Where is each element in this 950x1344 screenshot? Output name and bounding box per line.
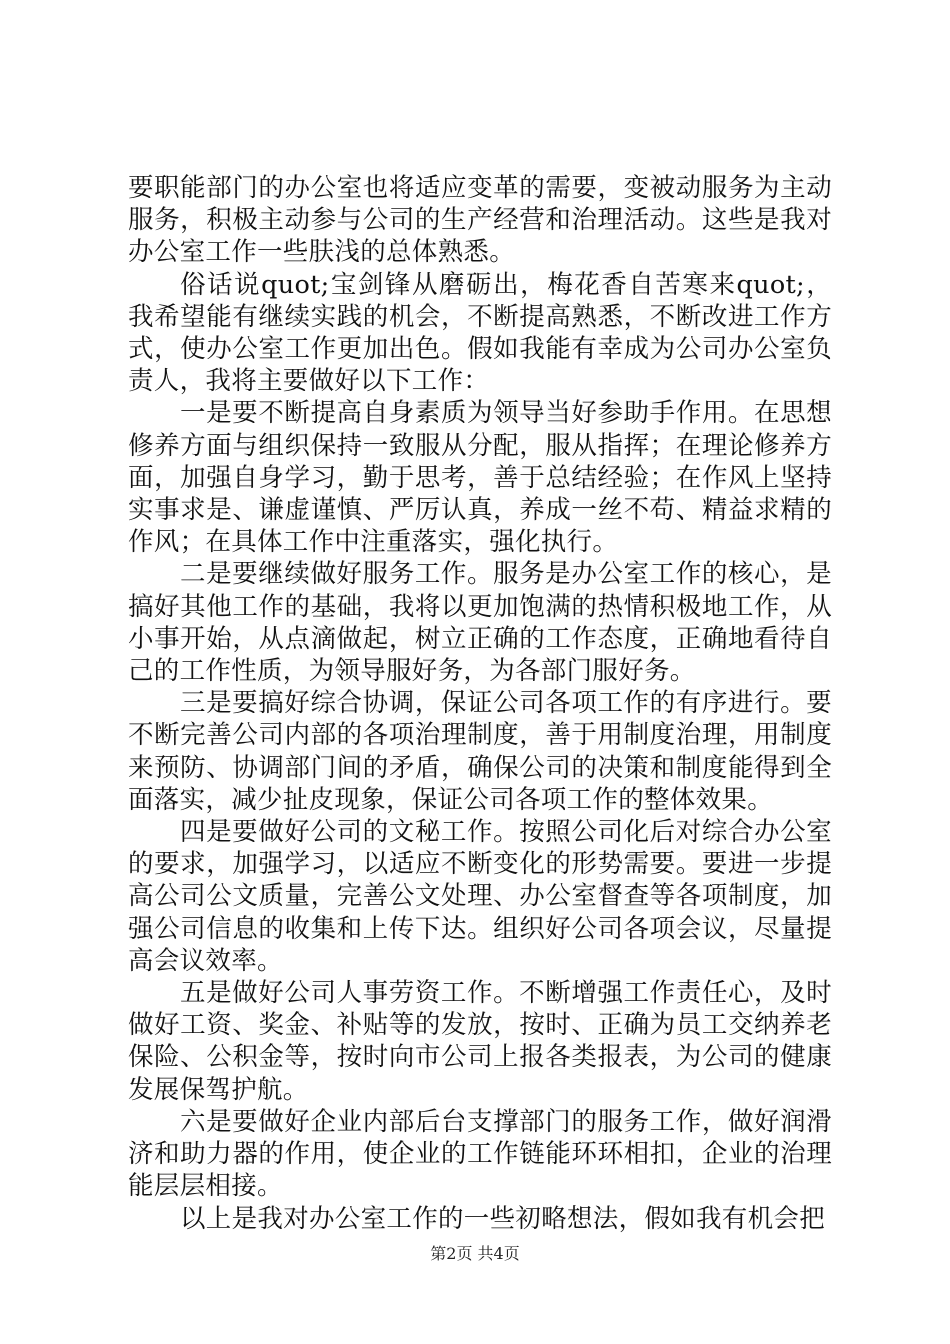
page-number-footer: 第2页 共4页 [430, 1244, 520, 1263]
paragraph-point-2: 二是要继续做好服务工作。服务是办公室工作的核心，是搞好其他工作的基础，我将以更加饱满的热情积极地工作，从小事开始，从点滴做起，树立正确的工作态度，正确地看待自己的工作性质，为领导服好务，为各部门服好务。 [128, 559, 832, 687]
paragraph-continued: 要职能部门的办公室也将适应变革的需要，变被动服务为主动服务，积极主动参与公司的生产经营和治理活动。这些是我对办公室工作一些肤浅的总体熟悉。 [128, 173, 832, 268]
paragraph-point-6: 六是要做好企业内部后台支撑部门的服务工作，做好润滑济和助力器的作用，使企业的工作链能环环相扣，企业的治理能层层相接。 [128, 1106, 832, 1202]
paragraph-closing: 以上是我对办公室工作的一些初略想法，假如我有机会把 [180, 1203, 826, 1234]
paragraph-point-4: 四是要做好公司的文秘工作。按照公司化后对综合办公室的要求，加强学习，以适应不断变化的形势需要。要进一步提高公司公文质量，完善公文处理、办公室督查等各项制度，加强公司信息的收集和上传下达。组织好公司各项会议，尽量提高会议效率。 [128, 817, 832, 976]
paragraph-proverb: 俗话说quot;宝剑锋从磨砺出，梅花香自苦寒来quot;，我希望能有继续实践的机会，不断提高熟悉，不断改进工作方式，使办公室工作更加出色。假如我能有幸成为公司办公室负责人，我将主要做好以下工作： [128, 269, 832, 397]
paragraph-point-1: 一是要不断提高自身素质为领导当好参助手作用。在思想修养方面与组织保持一致服从分配，服从指挥；在理论修养方面，加强自身学习，勤于思考，善于总结经验；在作风上坚持实事求是、谦虚谨慎、严厉认真，养成一丝不苟、精益求精的作风；在具体工作中注重落实，强化执行。 [128, 398, 832, 558]
paragraph-point-5: 五是做好公司人事劳资工作。不断增强工作责任心，及时做好工资、奖金、补贴等的发放，按时、正确为员工交纳养老保险、公积金等，按时向市公司上报各类报表，为公司的健康发展保驾护航。 [128, 978, 832, 1105]
paragraph-point-3: 三是要搞好综合协调，保证公司各项工作的有序进行。要不断完善公司内部的各项治理制度，善于用制度治理，用制度来预防、协调部门间的矛盾，确保公司的决策和制度能得到全面落实，减少扯皮现象，保证公司各项工作的整体效果。 [128, 688, 832, 815]
document-body [128, 172, 832, 1235]
